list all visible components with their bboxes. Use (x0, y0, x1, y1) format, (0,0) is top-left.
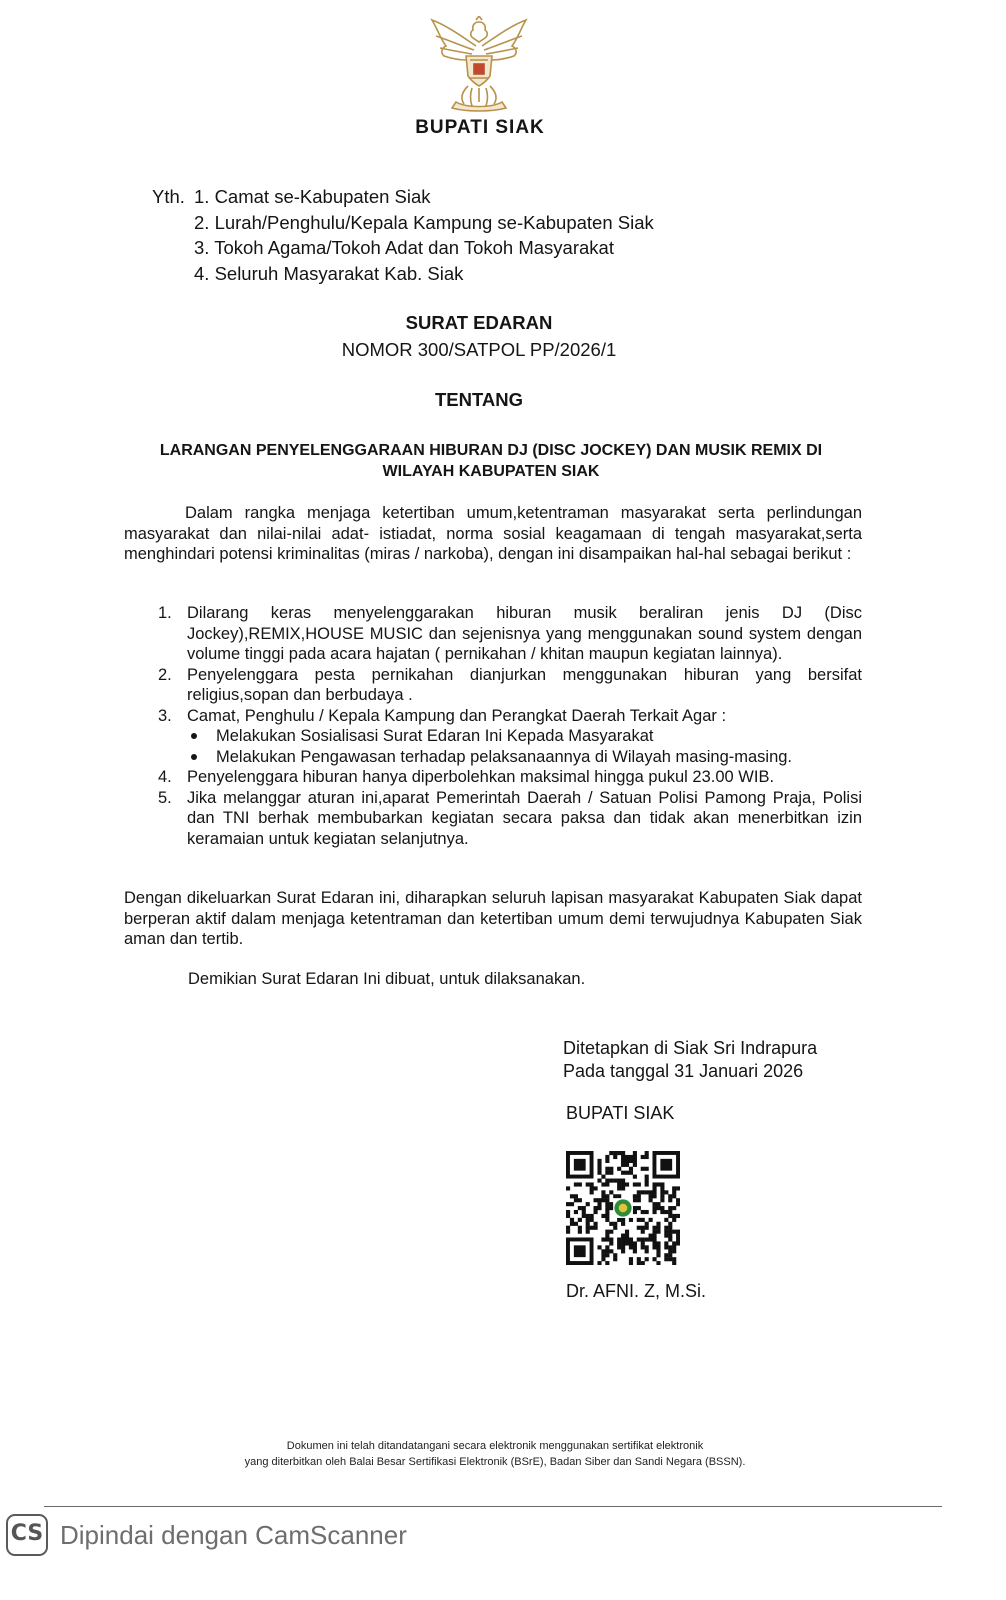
issuer-title: BUPATI SIAK (415, 117, 545, 138)
intro-paragraph: Dalam rangka menjaga ketertiban umum,ketentraman masyarakat serta perlindungan masyarakat dan nilai-nilai adat- istiadat, norma sosial keagamaan di tengah masyarakat,serta menghindari potensi kriminalitas (miras / narkoba), dengan ini disampaikan hal-hal sebagai berikut : (124, 504, 862, 563)
letter-title: SURAT EDARAN (405, 312, 553, 333)
closing-paragraph: Dengan dikeluarkan Surat Edaran ini, diharapkan seluruh lapisan masyarakat Kabupaten Siak dapat berperan aktif dalam menjaga ketentraman dan ketertiban umum demi terwujudnya Kabupaten Siak aman dan tertib. (124, 889, 862, 948)
list-item: 3. Camat, Penghulu / Kepala Kampung dan Perangkat Daerah Terkait Agar : Melakukan Sosialisasi Surat Edaran Ini Kepada Masyarakat Melakukan Pengawasan terhadap pelaksanaannya di Wilayah masing-masing. (124, 706, 862, 768)
bullet-item: Melakukan Pengawasan terhadap pelaksanaannya di Wilayah masing-masing. (187, 747, 862, 768)
camscanner-logo-icon: CS (6, 1514, 48, 1556)
recipient-item: 3. Tokoh Agama/Tokoh Adat dan Tokoh Masyarakat (194, 237, 614, 258)
divider (44, 1506, 942, 1507)
recipients-list (152, 184, 654, 286)
signature-title: BUPATI SIAK (566, 1103, 675, 1123)
final-statement: Demikian Surat Edaran Ini dibuat, untuk dilaksanakan. (188, 970, 586, 988)
signatory-name: Dr. AFNI. Z, M.Si. (566, 1281, 707, 1301)
recipient-item: Yth. 1. Camat se-Kabupaten Siak (152, 184, 654, 210)
letter-about: TENTANG (434, 389, 524, 410)
list-item: 5. Jika melanggar aturan ini,aparat Pemerintah Daerah / Satuan Polisi Pamong Praja, Polisi dan TNI berhak membubarkan kegiatan secara paksa dan tidak akan menerbitkan izin keramaian untuk kegiatan selanjutnya. (158, 788, 862, 848)
recipient-item: 2. Lurah/Penghulu/Kepala Kampung se-Kabupaten Siak (194, 211, 654, 233)
points-list (124, 603, 862, 849)
list-item: 2. Penyelenggara pesta pernikahan dianjurkan menggunakan hiburan yang bersifat religius,sopan dan berbudaya . (158, 665, 862, 704)
list-item: 1. Dilarang keras menyelenggarakan hiburan musik beraliran jenis DJ (Disc Jockey),REMIX,HOUSE MUSIC dan sejenisnya yang menggunakan sound system dengan volume tinggi pada acara hajatan ( pernikahan / khitan maupun kegiatan lainnya). (158, 604, 862, 663)
e-signature-notice: Dokumen ini telah ditandatangani secara elektronik menggunakan sertifikat elektronik yang diterbitkan oleh Balai Besar Sertifikasi Elektronik (BSrE), Badan Siber dan Sandi Negara (BSSN). (244, 1440, 746, 1468)
signature-date: Pada tanggal 31 Januari 2026 (563, 1061, 804, 1081)
bullet-list (187, 726, 862, 767)
letter-number: NOMOR 300/SATPOL PP/2026/1 (341, 339, 617, 360)
signature-place-date (563, 1037, 817, 1083)
recipient-item: 4. Seluruh Masyarakat Kab. Siak (194, 262, 464, 284)
qr-code-icon (566, 1151, 680, 1265)
recipients-prefix: Yth. (152, 186, 185, 207)
list-item: 4. Penyelenggara hiburan hanya diperbolehkan maksimal hingga pukul 23.00 WIB. (158, 768, 775, 786)
signature-place: Ditetapkan di Siak Sri Indrapura (563, 1038, 818, 1058)
camscanner-watermark: Dipindai dengan CamScanner (60, 1520, 407, 1550)
garuda-emblem-icon (426, 16, 532, 112)
letter-subject: LARANGAN PENYELENGGARAAN HIBURAN DJ (DISC JOCKEY) DAN MUSIK REMIX DI WILAYAH KABUPATEN SIAK (159, 442, 823, 480)
bullet-item: Melakukan Sosialisasi Surat Edaran Ini Kepada Masyarakat (187, 726, 862, 747)
